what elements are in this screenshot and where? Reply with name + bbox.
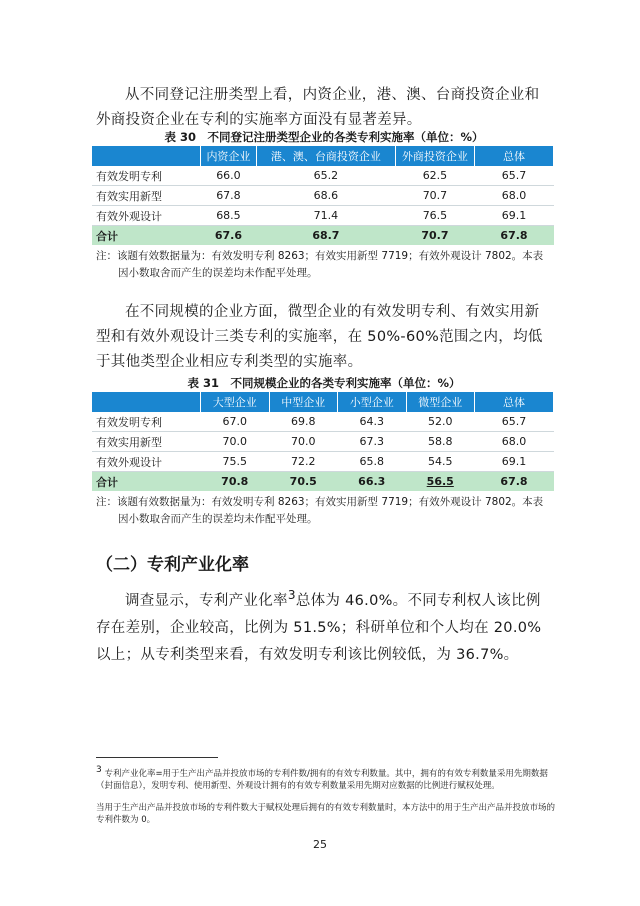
table30-header-domestic: 内资企业 <box>201 146 257 166</box>
table31-header-blank <box>92 392 201 412</box>
cell-value: 76.5 <box>395 206 474 226</box>
footnote-text: 专利产业化率=用于生产出产品并投放市场的专利件数/拥有的有效专利数量。其中，拥有的有效专利数量采用先期数据（封面信息），发明专利、使用新型、外观设计拥有的有效专利数量采用先期对应数据的比例进行赋权处理。 <box>96 768 548 791</box>
note-line: 因小数取舍而产生的误差均未作配平处理。 <box>118 513 318 525</box>
table-row <box>92 432 554 452</box>
cell-value: 70.0 <box>269 432 338 452</box>
table31-header-large: 大型企业 <box>201 392 270 412</box>
paragraph-enterprise-size: 在不同规模的企业方面，微型企业的有效发明专利、有效实用新型和有效外观设计三类专利的实施率，在 50%-60%范围之内，均低于其他类型企业相应专利类型的实施率。 <box>96 304 543 370</box>
page-number: 25 <box>313 838 327 851</box>
table30-header-hmt: 港、澳、台商投资企业 <box>256 146 395 166</box>
table30 <box>92 146 554 245</box>
total-value: 70.5 <box>269 472 338 492</box>
cell-value: 58.8 <box>406 432 475 452</box>
cell-value: 72.2 <box>269 452 338 472</box>
row-label: 有效外观设计 <box>92 206 201 226</box>
section-title: （二）专利产业化率 <box>96 555 249 575</box>
table-total-row <box>92 226 554 246</box>
table30-caption: 表 30 不同登记注册类型企业的各类专利实施率（单位：%） <box>164 130 484 144</box>
paragraph-text: 调查显示，专利产业化率 <box>125 592 288 609</box>
cell-value: 62.5 <box>395 166 474 186</box>
cell-value: 69.8 <box>269 412 338 432</box>
paragraph-industrialization-rate <box>96 582 552 669</box>
total-value: 68.7 <box>256 226 395 246</box>
cell-value: 52.0 <box>406 412 475 432</box>
table30-header-foreign: 外商投资企业 <box>395 146 474 166</box>
note-line: 注：该题有效数据量为：有效发明专利 8263；有效实用新型 7719；有效外观设计 7802。本表 <box>96 496 544 508</box>
cell-value: 68.0 <box>475 432 554 452</box>
note-line: 因小数取舍而产生的误差均未作配平处理。 <box>118 267 318 279</box>
cell-value: 68.6 <box>256 186 395 206</box>
cell-value: 65.7 <box>475 412 554 432</box>
table31 <box>92 392 554 491</box>
table-row <box>92 166 554 186</box>
table30-header-overall: 总体 <box>475 146 554 166</box>
row-label: 有效发明专利 <box>92 412 201 432</box>
table31-note <box>96 494 556 528</box>
table30-header-row <box>92 146 554 166</box>
row-label: 有效实用新型 <box>92 432 201 452</box>
table-row <box>92 186 554 206</box>
footnote-reference: 3 <box>287 588 296 602</box>
table-total-row <box>92 472 554 492</box>
table31-header-overall: 总体 <box>475 392 554 412</box>
table31-header-micro: 微型企业 <box>406 392 475 412</box>
cell-value: 69.1 <box>475 452 554 472</box>
paragraph-registration-types: 从不同登记注册类型上看，内资企业，港、澳、台商投资企业和外商投资企业在专利的实施率方面没有显著差异。 <box>96 87 540 128</box>
total-value-micro: 56.5 <box>426 475 454 488</box>
note-line: 注：该题有效数据量为：有效发明专利 8263；有效实用新型 7719；有效外观设计 7802。本表 <box>96 250 544 262</box>
cell-value: 65.2 <box>256 166 395 186</box>
footnote-2: 当用于生产出产品并投放市场的专利件数大于赋权处理后拥有的有效专利数量时，本方法中的用于生产出产品并投放市场的专利件数为 0。 <box>96 803 556 825</box>
total-value: 70.7 <box>395 226 474 246</box>
total-value: 70.8 <box>201 472 270 492</box>
cell-value: 69.1 <box>475 206 554 226</box>
table-row <box>92 452 554 472</box>
total-label: 合计 <box>92 226 201 246</box>
cell-value: 71.4 <box>256 206 395 226</box>
footnote-marker: 3 <box>96 765 102 775</box>
total-value <box>406 472 475 492</box>
table30-header-blank <box>92 146 201 166</box>
total-value: 67.8 <box>475 472 554 492</box>
table31-header-row <box>92 392 554 412</box>
total-value: 66.3 <box>338 472 407 492</box>
cell-value: 68.5 <box>201 206 257 226</box>
total-value: 67.6 <box>201 226 257 246</box>
table30-note <box>96 248 556 282</box>
table31-caption: 表 31 不同规模企业的各类专利实施率（单位：%） <box>187 376 461 390</box>
table31-header-medium: 中型企业 <box>269 392 338 412</box>
table31-header-small: 小型企业 <box>338 392 407 412</box>
cell-value: 68.0 <box>475 186 554 206</box>
cell-value: 70.0 <box>201 432 270 452</box>
cell-value: 67.3 <box>338 432 407 452</box>
row-label: 有效实用新型 <box>92 186 201 206</box>
row-label: 有效外观设计 <box>92 452 201 472</box>
table-row <box>92 206 554 226</box>
cell-value: 75.5 <box>201 452 270 472</box>
cell-value: 70.7 <box>395 186 474 206</box>
table-row <box>92 412 554 432</box>
cell-value: 67.0 <box>201 412 270 432</box>
cell-value: 67.8 <box>201 186 257 206</box>
cell-value: 54.5 <box>406 452 475 472</box>
cell-value: 65.8 <box>338 452 407 472</box>
total-label: 合计 <box>92 472 201 492</box>
cell-value: 66.0 <box>201 166 257 186</box>
footnote-divider <box>96 757 218 758</box>
total-value: 67.8 <box>475 226 554 246</box>
cell-value: 64.3 <box>338 412 407 432</box>
paragraph-text: 总体为 46.0%。不同专利权人该比例存在差别，企业较高，比例为 51.5%；科研单位和个人均在 20.0%以上；从专利类型来看，有效发明专利该比例较低，为 36.7%。 <box>96 592 542 663</box>
row-label: 有效发明专利 <box>92 166 201 186</box>
footnote-1 <box>96 764 556 792</box>
cell-value: 65.7 <box>475 166 554 186</box>
